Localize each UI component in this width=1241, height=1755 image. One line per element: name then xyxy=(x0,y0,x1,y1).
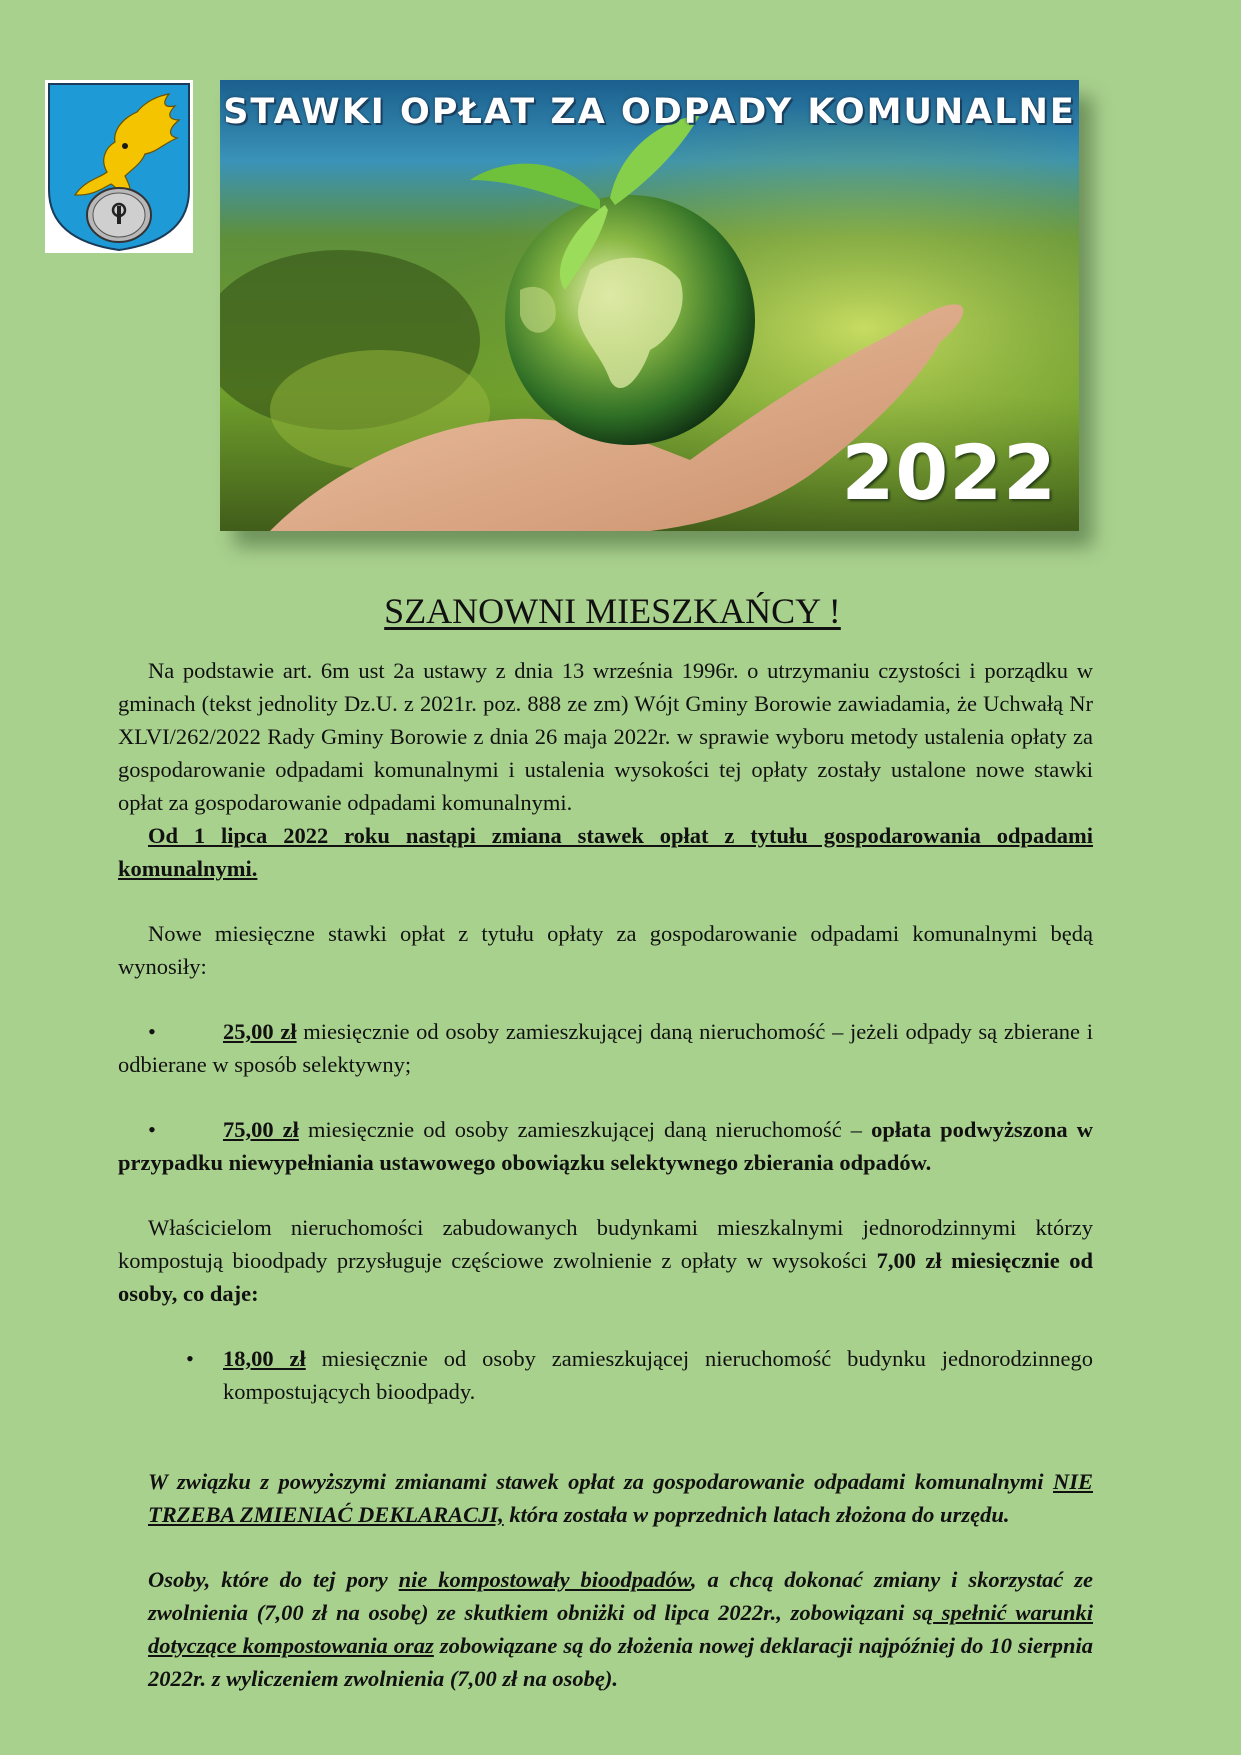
compost-paragraph xyxy=(118,1211,1093,1310)
rate-item-increased xyxy=(118,1113,1093,1179)
declaration-text: W związku z powyższymi zmianami stawek opłat za gospodarowanie odpadami komunalnymi xyxy=(148,1469,1044,1494)
declaration-notice xyxy=(118,1465,1093,1531)
compost-change-notice xyxy=(118,1563,1093,1695)
bullet-icon: • xyxy=(186,1346,194,1371)
final-text-3: zobowiązane są do złożenia nowej deklaracji najpóźniej do 10 sierpnia 2022r. z wyliczeniem zwolnienia (7,00 zł na osobę). xyxy=(148,1633,1094,1691)
bullet-icon: • xyxy=(148,1117,156,1142)
declaration-emphasis: NIE TRZEBA ZMIENIAĆ DEKLARACJI, xyxy=(148,1469,1094,1527)
final-emphasis-2: spełnić warunki dotyczące kompostowania oraz xyxy=(148,1600,1093,1658)
compost-discount: 7,00 zł miesięcznie od osoby, co daje: xyxy=(118,1248,1094,1306)
new-rates-intro: Nowe miesięczne stawki opłat z tytułu opłaty za gospodarowanie odpadami komunalnymi będą wynosiły: xyxy=(118,921,1093,979)
final-text-1: Osoby, które do tej pory xyxy=(148,1567,399,1592)
page-title: SZANOWNI MIESZKAŃCY ! xyxy=(384,591,841,631)
change-notice: Od 1 lipca 2022 roku nastąpi zmiana stawek opłat z tytułu gospodarowania odpadami komunalnymi. xyxy=(118,823,1093,881)
coat-of-arms-icon xyxy=(45,80,193,253)
rate-item-compost xyxy=(118,1342,1093,1408)
declaration-text-end: która została w poprzednich latach złożona do urzędu. xyxy=(503,1502,1010,1527)
banner-year: 2022 xyxy=(841,428,1057,517)
rate-description: miesięcznie od osoby zamieszkującej daną nieruchomość – xyxy=(298,1117,872,1142)
rate-item-selective xyxy=(118,1015,1093,1081)
rate-description-bold: opłata podwyższona w przypadku niewypełniania ustawowego obowiązku selektywnego zbierania odpadów. xyxy=(118,1117,1093,1175)
rate-amount: 75,00 zł xyxy=(223,1117,299,1142)
rate-amount: 18,00 zł xyxy=(223,1346,306,1371)
coat-of-arms xyxy=(45,80,193,253)
banner-title: STAWKI OPŁAT ZA ODPADY KOMUNALNE xyxy=(223,92,1076,132)
bullet-icon: • xyxy=(148,1019,156,1044)
final-text-2: , a chcą dokonać zmiany i skorzystać ze zwolnienia (7,00 zł na osobę) ze skutkiem obniżki od lipca 2022r., zobowiązani są xyxy=(148,1567,1093,1625)
rate-amount: 25,00 zł xyxy=(223,1019,297,1044)
rate-description: miesięcznie od osoby zamieszkującej daną nieruchomość – jeżeli odpady są zbierane i odbierane w sposób selektywny; xyxy=(118,1019,1093,1077)
banner-image xyxy=(220,80,1079,531)
final-emphasis-1: nie kompostowały bioodpadów xyxy=(398,1567,691,1592)
intro-paragraph: Na podstawie art. 6m ust 2a ustawy z dnia 13 września 1996r. o utrzymaniu czystości i porządku w gminach (tekst jednolity Dz.U. z 2021r. poz. 888 ze zm) Wójt Gminy Borowie zawiadamia, że Uchwałą Nr XLVI/262/2022 Rady Gminy Borowie z dnia 26 maja 2022r. w sprawie wyboru metody ustalenia opłaty za gospodarowanie odpadami komunalnymi i ustalenia wysokości tej opłaty zostały ustalone nowe stawki opłat za gospodarowanie odpadami komunalnymi. xyxy=(118,658,1093,815)
rate-description: miesięcznie od osoby zamieszkującej nieruchomość budynku jednorodzinnego kompostujących bioodpady. xyxy=(223,1346,1093,1404)
compost-text: Właścicielom nieruchomości zabudowanych budynkami mieszkalnymi jednorodzinnymi którzy kompostują bioodpady przysługuje częściowe zwolnienie z opłaty w wysokości xyxy=(118,1215,1093,1273)
notice-body xyxy=(118,654,1093,1695)
